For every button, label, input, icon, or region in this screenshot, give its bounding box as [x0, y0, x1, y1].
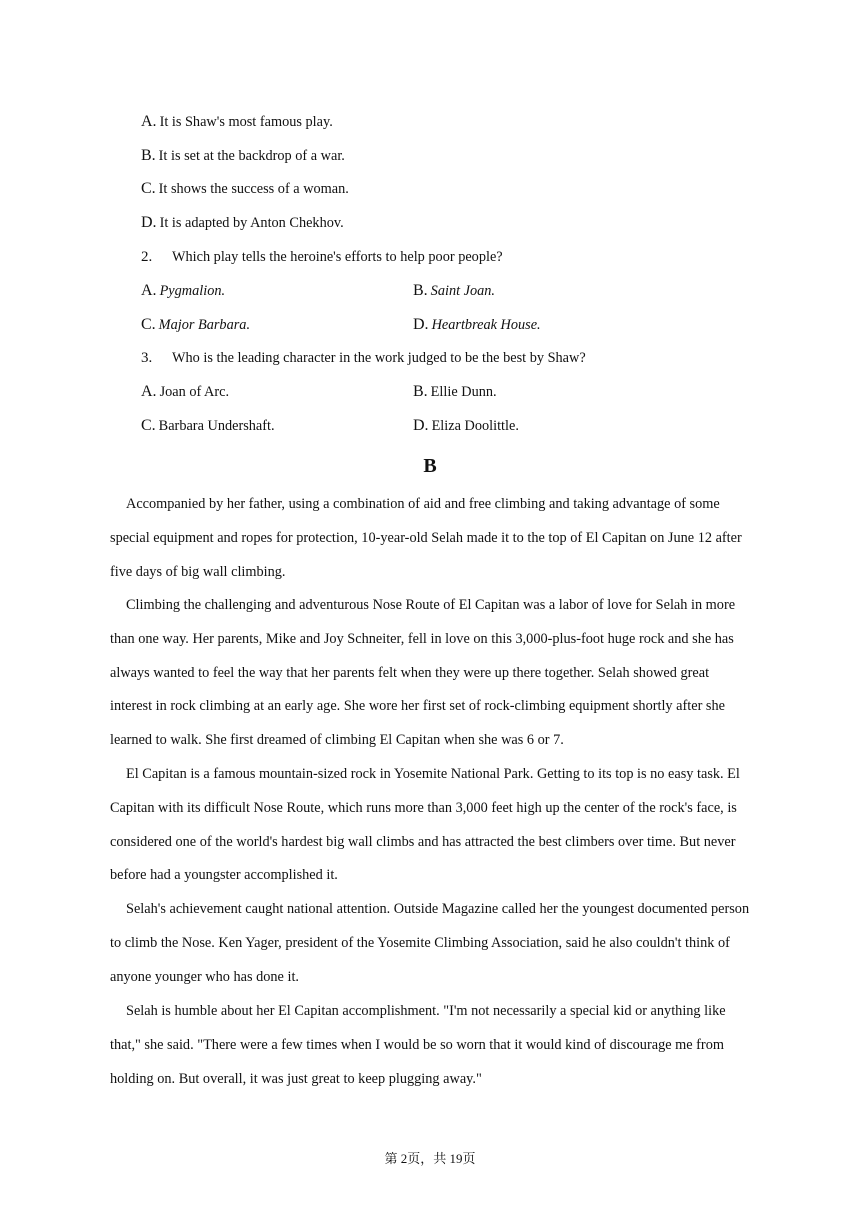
option-text: Saint Joan. — [430, 283, 496, 299]
q3-options-row2 — [141, 417, 741, 435]
q2-options-row1 — [141, 282, 741, 300]
option-text: It is adapted by Anton Chekhov. — [159, 215, 344, 231]
option-text: Major Barbara. — [158, 317, 251, 333]
option-letter: A. — [141, 282, 157, 299]
q2-options-row2 — [141, 316, 741, 334]
q3-options-row1 — [141, 383, 741, 401]
passage-paragraph-4: Selah's achievement caught national attention. Outside Magazine called her the youngest documented person to climb the Nose. Ken Yager, president of the Yosemite Climbing Association, said he also couldn't think of anyone younger who has done it. — [110, 901, 750, 985]
option-letter: B. — [141, 147, 156, 164]
q2-option-b — [413, 282, 495, 300]
option-letter: C. — [141, 180, 156, 197]
option-text: Pygmalion. — [159, 283, 226, 299]
option-letter: C. — [141, 316, 156, 333]
question-number: 2. — [141, 249, 153, 265]
option-text: Barbara Undershaft. — [158, 418, 275, 434]
q1-option-a — [141, 113, 333, 131]
page-footer: 第 2页，共 19页 — [384, 1151, 476, 1166]
option-text: Heartbreak House. — [431, 317, 541, 333]
q3-stem — [141, 349, 586, 367]
option-letter: C. — [141, 417, 156, 434]
option-text: It shows the success of a woman. — [158, 181, 349, 197]
passage-paragraph-1: Accompanied by her father, using a combination of aid and free climbing and taking advantage of some special equipment and ropes for protection, 10-year-old Selah made it to the top of El Capitan on June 12 after five days of big wall climbing. — [110, 496, 742, 580]
option-text: It is set at the backdrop of a war. — [158, 148, 345, 164]
option-text: It is Shaw's most famous play. — [159, 114, 333, 130]
q2-option-c — [141, 317, 250, 333]
passage-paragraph-3: El Capitan is a famous mountain-sized rock in Yosemite National Park. Getting to its top is no easy task. El Capitan with its difficult Nose Route, which runs more than 3,000 feet high up the center of the rock's face, is considered one of the world's hardest big wall climbs and has attracted the best climbers over time. But never before had a youngster accomplished it. — [110, 766, 740, 884]
q3-option-d — [413, 417, 519, 435]
option-text: Eliza Doolittle. — [431, 418, 519, 434]
q1-option-d — [141, 214, 344, 232]
q2-option-a — [141, 283, 225, 299]
question-text: Which play tells the heroine's efforts to help poor people? — [172, 249, 503, 265]
option-letter: D. — [413, 316, 429, 333]
option-letter: D. — [413, 417, 429, 434]
option-letter: D. — [141, 214, 157, 231]
passage-paragraph-5: Selah is humble about her El Capitan accomplishment. "I'm not necessarily a special kid or anything like that," she said. "There were a few times when I would be so worn that it would kind of discourage me from holding on. But overall, it was just great to keep plugging away." — [110, 1003, 726, 1087]
q3-option-c — [141, 418, 275, 434]
question-number: 3. — [141, 350, 153, 366]
option-letter: B. — [413, 282, 428, 299]
option-text: Ellie Dunn. — [430, 384, 497, 400]
option-letter: A. — [141, 113, 157, 130]
option-text: Joan of Arc. — [159, 384, 230, 400]
section-title: B — [423, 455, 437, 477]
option-letter: B. — [413, 383, 428, 400]
passage-paragraph-2: Climbing the challenging and adventurous Nose Route of El Capitan was a labor of love for Selah in more than one way. Her parents, Mike and Joy Schneiter, fell in love on this 3,000-plus-foot huge rock and she has always wanted to feel the way that her parents felt when they were up there together. Selah showed great interest in rock climbing at an early age. She wore her first set of rock-climbing equipment shortly after she learned to walk. She first dreamed of climbing El Capitan when she was 6 or 7. — [110, 597, 736, 749]
q2-option-d — [413, 316, 541, 334]
q1-option-b — [141, 147, 345, 165]
question-text: Who is the leading character in the work judged to be the best by Shaw? — [172, 350, 586, 366]
q3-option-b — [413, 383, 497, 401]
q1-option-c — [141, 180, 349, 198]
q3-option-a — [141, 384, 229, 400]
q2-stem — [141, 248, 503, 266]
option-letter: A. — [141, 383, 157, 400]
